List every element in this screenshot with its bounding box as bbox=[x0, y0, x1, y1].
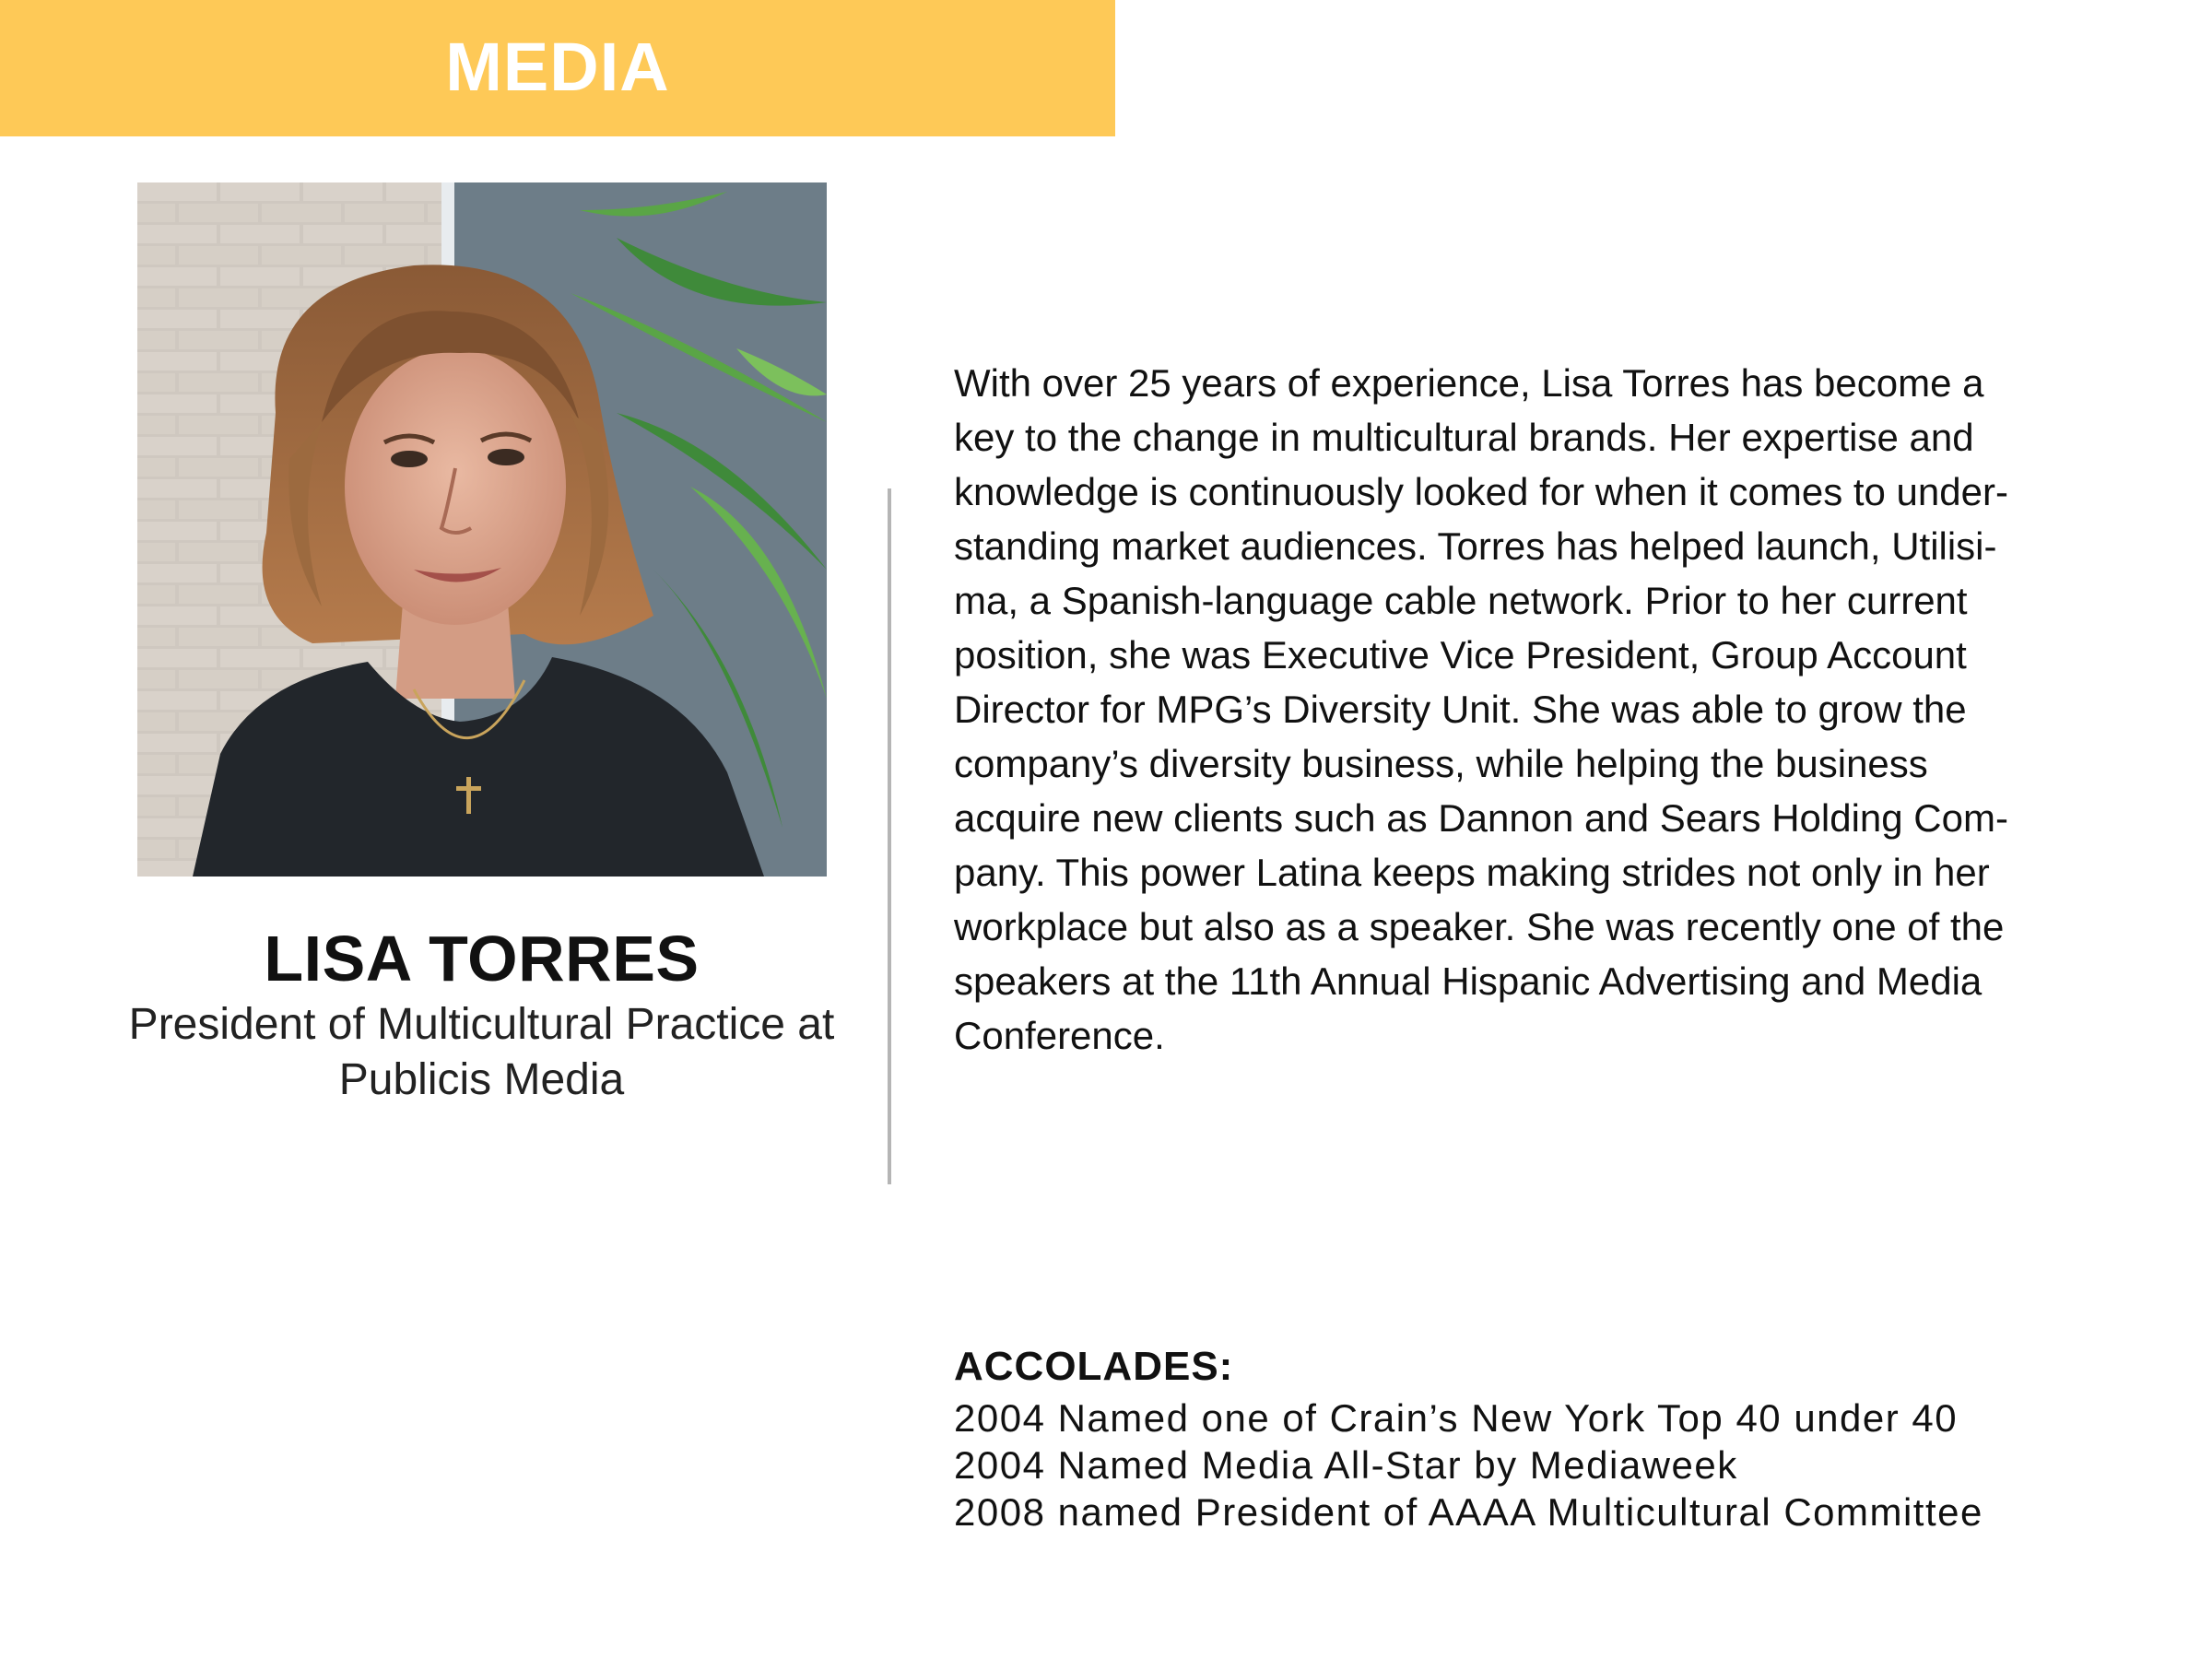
accolade-item: 2004 Named one of Crain’s New York Top 40 under 40 bbox=[954, 1396, 1959, 1440]
bio-line: key to the change in multicultural brands. Her expertise and bbox=[954, 416, 1974, 459]
bio-line: workplace but also as a speaker. She was recently one of the bbox=[954, 905, 2005, 948]
accolades-heading: ACCOLADES: bbox=[954, 1344, 1234, 1389]
portrait-photo bbox=[137, 182, 827, 877]
bio-line: knowledge is continuously looked for when it comes to under- bbox=[954, 470, 2008, 513]
section-banner bbox=[0, 0, 1115, 136]
role-line: Publicis Media bbox=[338, 1055, 625, 1104]
portrait-photo-icon bbox=[137, 182, 827, 877]
role-line: President of Multicultural Practice at bbox=[128, 1000, 835, 1049]
bio-line: Conference. bbox=[954, 1014, 1165, 1057]
bio-line: position, she was Executive Vice President, Group Account bbox=[954, 633, 1967, 677]
accolade-item: 2004 Named Media All-Star by Mediaweek bbox=[954, 1443, 1738, 1487]
bio-line: standing market audiences. Torres has helped launch, Utilisi- bbox=[954, 524, 1997, 568]
bio-line: ma, a Spanish-language cable network. Prior to her current bbox=[954, 579, 1968, 622]
accolade-item: 2008 named President of AAAA Multicultural Committee bbox=[954, 1490, 1983, 1534]
accolades-list bbox=[954, 1394, 1983, 1535]
bio-line: With over 25 years of experience, Lisa Torres has become a bbox=[954, 361, 1984, 405]
biography-text bbox=[954, 356, 2101, 1063]
bio-line: company’s diversity business, while helping the business bbox=[954, 742, 1928, 785]
bio-line: Director for MPG’s Diversity Unit. She was able to grow the bbox=[954, 688, 1967, 731]
bio-line: pany. This power Latina keeps making strides not only in her bbox=[954, 851, 1990, 894]
bio-line: acquire new clients such as Dannon and Sears Holding Com- bbox=[954, 796, 2008, 840]
person-role bbox=[74, 997, 889, 1108]
person-name: LISA TORRES bbox=[264, 923, 700, 994]
vertical-divider bbox=[888, 488, 891, 1184]
section-title: MEDIA bbox=[445, 28, 670, 105]
bio-line: speakers at the 11th Annual Hispanic Advertising and Media bbox=[954, 959, 1983, 1003]
